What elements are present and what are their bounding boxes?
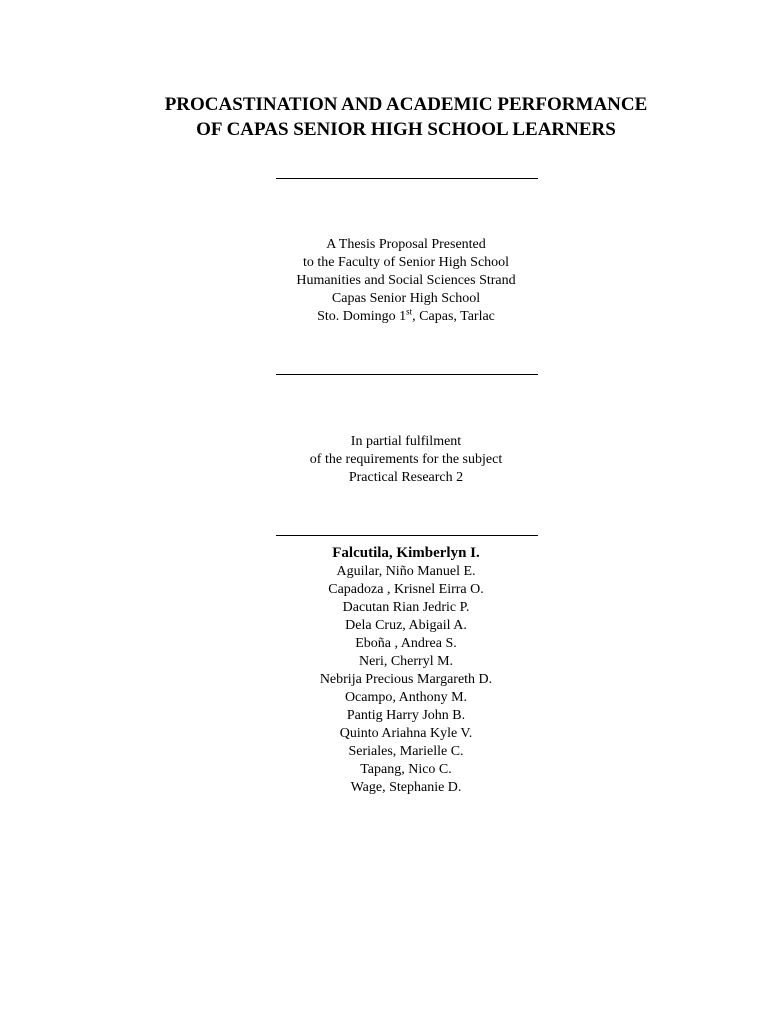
proposal-block bbox=[0, 236, 768, 326]
address-suffix: , Capas, Tarlac bbox=[412, 309, 495, 324]
address-prefix: Sto. Domingo 1 bbox=[317, 309, 407, 324]
fulfilment-line-3: Practical Research 2 bbox=[348, 470, 464, 485]
author-name: Pantig Harry John B. bbox=[346, 708, 466, 723]
author-name: Aguilar, Niño Manuel E. bbox=[336, 564, 476, 579]
document-title bbox=[0, 92, 768, 142]
author-name: Seriales, Marielle C. bbox=[348, 744, 464, 759]
fulfilment-line-1: In partial fulfilment bbox=[350, 434, 462, 449]
author-name: Wage, Stephanie D. bbox=[350, 780, 462, 795]
lead-author: Falcutila, Kimberlyn I. bbox=[332, 545, 480, 561]
author-name: Quinto Ariahna Kyle V. bbox=[339, 726, 473, 741]
divider-line-2 bbox=[276, 374, 538, 375]
title-line-2: OF CAPAS SENIOR HIGH SCHOOL LEARNERS bbox=[196, 119, 616, 140]
proposal-line-2: to the Faculty of Senior High School bbox=[302, 255, 510, 270]
proposal-address bbox=[0, 308, 768, 326]
address-superscript: st bbox=[406, 306, 413, 317]
author-name: Ocampo, Anthony M. bbox=[344, 690, 468, 705]
author-name: Nebrija Precious Margareth D. bbox=[319, 672, 493, 687]
author-name: Tapang, Nico C. bbox=[360, 762, 452, 777]
author-name: Capadoza , Krisnel Eirra O. bbox=[328, 582, 484, 597]
divider-line-3 bbox=[276, 535, 538, 536]
author-name: Dacutan Rian Jedric P. bbox=[342, 600, 470, 615]
fulfilment-line-2: of the requirements for the subject bbox=[309, 452, 503, 467]
author-name: Neri, Cherryl M. bbox=[358, 654, 454, 669]
divider-line-1 bbox=[276, 178, 538, 179]
fulfilment-block bbox=[0, 433, 768, 487]
proposal-line-4: Capas Senior High School bbox=[331, 291, 481, 306]
proposal-line-1: A Thesis Proposal Presented bbox=[326, 237, 486, 252]
author-name: Dela Cruz, Abigail A. bbox=[345, 618, 467, 633]
title-line-1: PROCASTINATION AND ACADEMIC PERFORMANCE bbox=[164, 94, 648, 115]
authors-list bbox=[0, 544, 768, 797]
author-name: Eboña , Andrea S. bbox=[355, 636, 457, 651]
proposal-line-3: Humanities and Social Sciences Strand bbox=[296, 273, 516, 288]
